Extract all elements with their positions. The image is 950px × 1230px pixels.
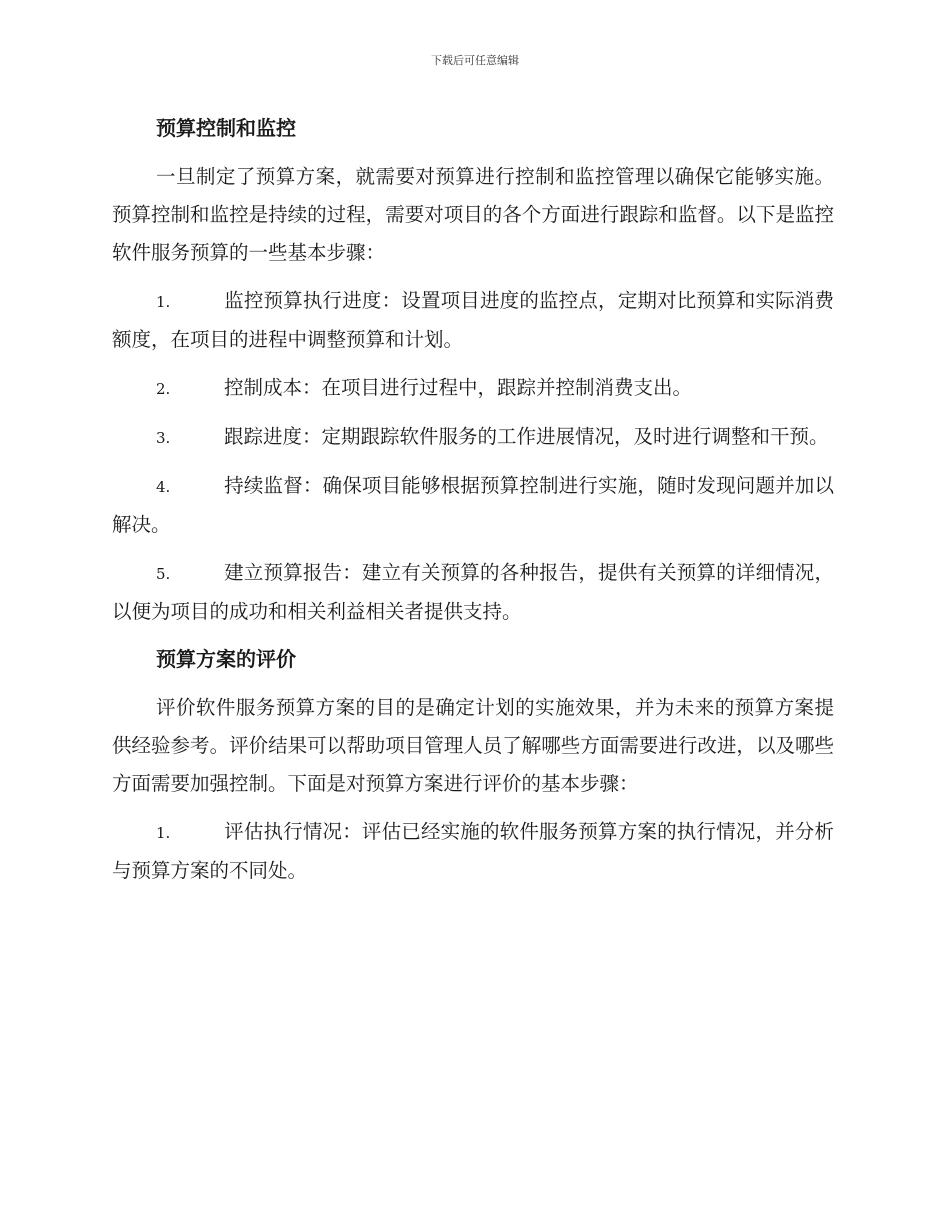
list-item-text: 跟踪进度：定期跟踪软件服务的工作进展情况，及时进行调整和干预。 [224, 425, 829, 448]
list-item [112, 282, 834, 359]
list-item [112, 467, 834, 544]
section-intro-paragraph: 评价软件服务预算方案的目的是确定计划的实施效果，并为未来的预算方案提供经验参考。评价结果可以帮助项目管理人员了解哪些方面需要进行改进，以及哪些方面需要加强控制。下面是对预算方案进行评价的基本步骤： [112, 696, 834, 795]
list-item-text: 建立预算报告：建立有关预算的各种报告，提供有关预算的详细情况，以便为项目的成功和相关利益相关者提供支持。 [112, 561, 834, 623]
list-item-number: 1. [156, 293, 171, 311]
list-item-number: 1. [156, 824, 171, 842]
list-item-number: 2. [156, 380, 171, 398]
list-item-number: 5. [156, 565, 171, 583]
list-item [112, 369, 834, 408]
section-heading-budget-control: 预算控制和监控 [156, 116, 296, 140]
list-item-text: 监控预算执行进度：设置项目进度的监控点，定期对比预算和实际消费额度，在项目的进程中调整预算和计划。 [112, 289, 834, 351]
list-item [112, 418, 834, 457]
list-item-number: 3. [156, 429, 171, 447]
list-item [112, 554, 834, 631]
list-item-text: 持续监督：确保项目能够根据预算控制进行实施，随时发现问题并加以解决。 [112, 474, 834, 536]
list-item-text: 控制成本：在项目进行过程中，跟踪并控制消费支出。 [224, 376, 693, 399]
list-item-number: 4. [156, 478, 171, 496]
document-body [112, 110, 834, 900]
page-header-note: 下载后可任意编辑 [431, 54, 519, 67]
list-item-text: 评估执行情况：评估已经实施的软件服务预算方案的执行情况，并分析与预算方案的不同处。 [112, 820, 834, 882]
section-intro-paragraph: 一旦制定了预算方案，就需要对预算进行控制和监控管理以确保它能够实施。预算控制和监控是持续的过程，需要对项目的各个方面进行跟踪和监督。以下是监控软件服务预算的一些基本步骤： [112, 165, 834, 264]
section-heading-budget-evaluation: 预算方案的评价 [156, 647, 296, 671]
list-item [112, 813, 834, 890]
